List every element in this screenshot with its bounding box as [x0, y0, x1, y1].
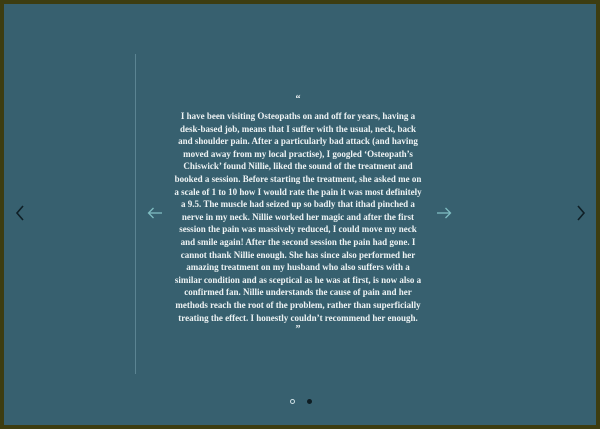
chevron-right-icon — [576, 205, 586, 221]
close-quote-mark: ” — [295, 324, 301, 336]
chevron-left-icon — [15, 205, 25, 221]
arrow-left-icon — [147, 207, 163, 219]
testimonial-slider — [4, 4, 596, 425]
inner-next-button[interactable] — [433, 203, 455, 223]
vertical-divider — [135, 54, 136, 374]
outer-prev-button[interactable] — [10, 201, 30, 225]
testimonial-quote — [172, 94, 424, 336]
pagination-dots — [290, 396, 312, 406]
pagination-dot-1[interactable] — [290, 399, 295, 404]
inner-prev-button[interactable] — [144, 203, 166, 223]
open-quote-mark: “ — [295, 94, 301, 105]
arrow-right-icon — [436, 207, 452, 219]
pagination-dot-2[interactable] — [307, 399, 312, 404]
testimonial-text: I have been visiting Osteopaths on and off for years, having a desk-based job, means that I suffer with the usual, neck, back and shoulder pain. After a particularly bad attack (and having moved away from my local practise), I googled ‘Osteopath’s Chiswick’ found Nillie, liked the sound of the treatment and booked a session. Before starting the treatment, she asked me on a scale of 1 to 10 how I would rate the pain it was most definitely a 9.5. The muscle had seized up so badly that ithad pinched a nerve in my neck. Nillie worked her magic and after the first session the pain was massively reduced, I could move my neck and smile again! After the second session the pain had gone. I cannot thank Nillie enough. She has since also performed her amazing treatment on my husband who also suffers with a similar condition and as sceptical as he was at first, is now also a confirmed fan. Nillie understands the cause of pain and her methods reach the root of the problem, rather than superficially treating the effect. I honestly couldn’t recommend her enough. — [174, 111, 422, 323]
outer-next-button[interactable] — [571, 201, 591, 225]
